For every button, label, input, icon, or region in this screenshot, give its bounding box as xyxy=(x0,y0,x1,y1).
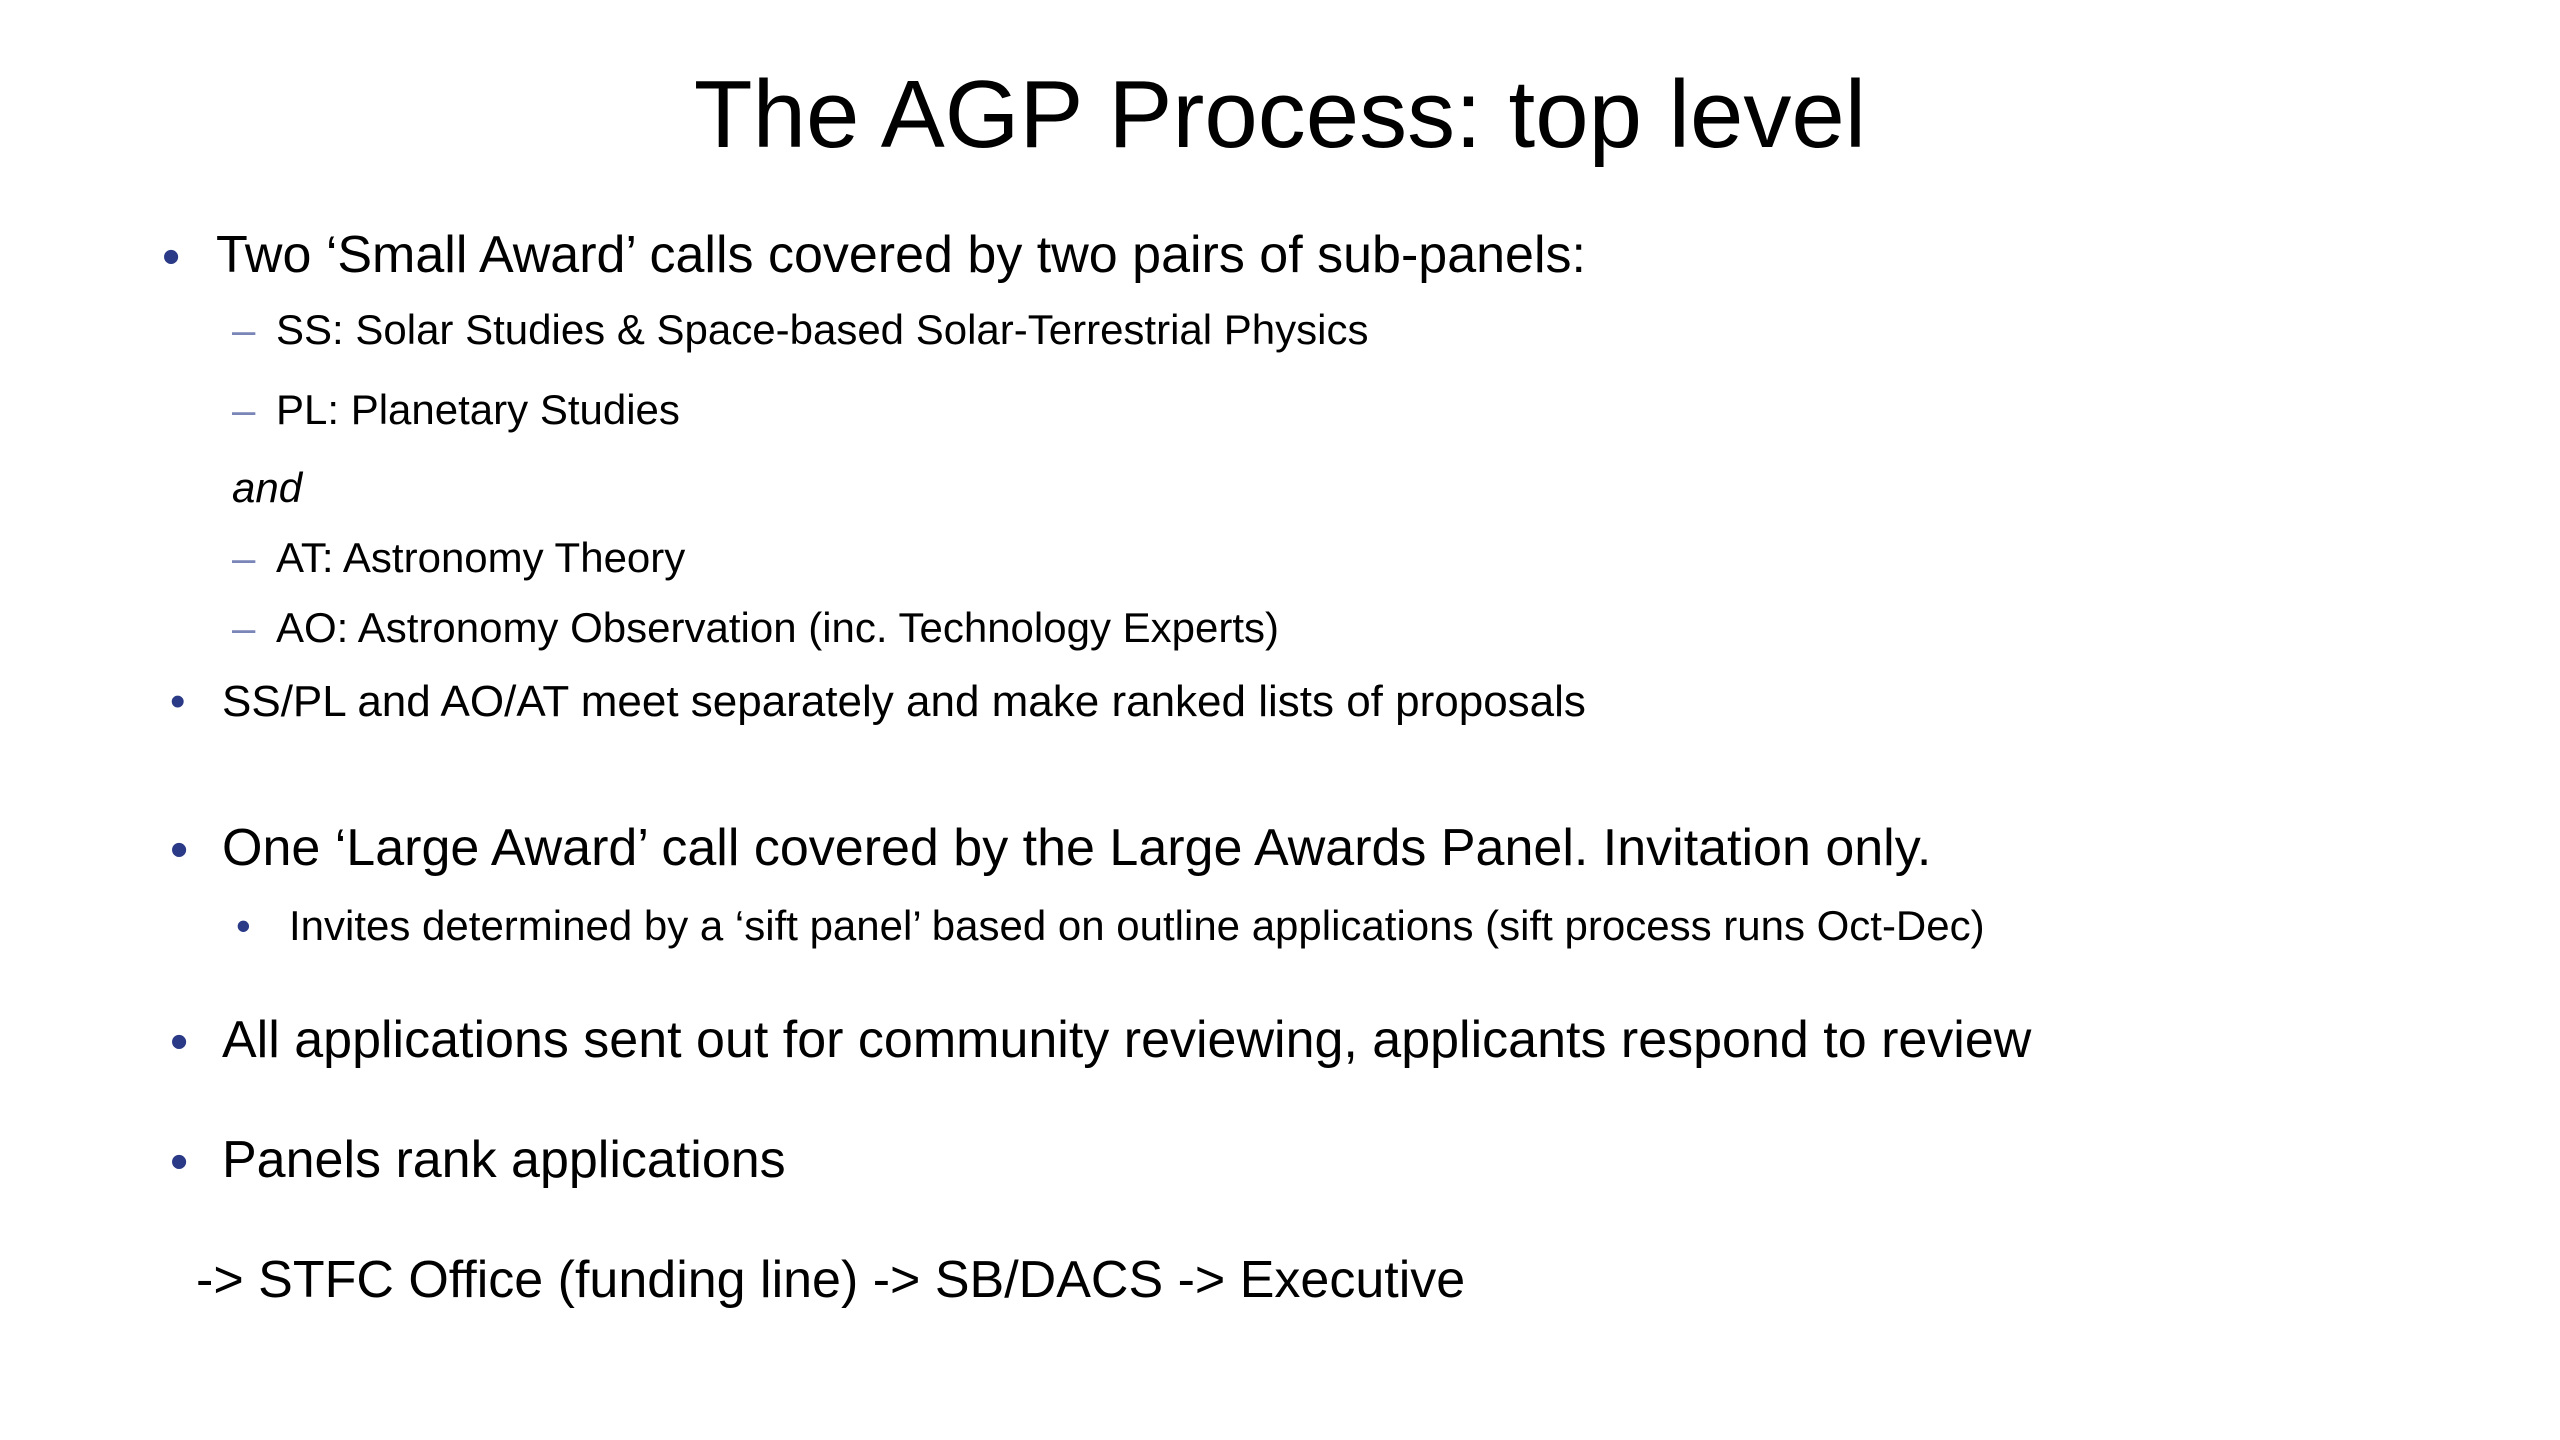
bullet-icon: • xyxy=(170,1013,189,1071)
ss-subpanel-item: SS: Solar Studies & Space-based Solar-Terrestrial Physics xyxy=(276,306,1369,353)
bullet-icon: • xyxy=(170,1133,189,1191)
bullet-icon: • xyxy=(162,228,181,286)
and-connector: and xyxy=(232,464,303,511)
large-award-item: One ‘Large Award’ call covered by the Large Awards Panel. Invitation only. xyxy=(222,819,1932,877)
at-subpanel-item: AT: Astronomy Theory xyxy=(276,534,686,581)
panels-rank-item: Panels rank applications xyxy=(222,1131,786,1189)
bullet-icon: • xyxy=(170,821,189,879)
pl-subpanel-item: PL: Planetary Studies xyxy=(276,386,680,433)
dash-icon: – xyxy=(232,386,256,433)
bullet-icon: • xyxy=(170,677,186,726)
process-flow-line: -> STFC Office (funding line) -> SB/DACS -> Executive xyxy=(196,1251,1466,1309)
ao-subpanel-item: AO: Astronomy Observation (inc. Technology Experts) xyxy=(276,604,1279,651)
bullet-icon: • xyxy=(236,902,251,949)
dash-icon: – xyxy=(232,604,256,651)
small-award-item: Two ‘Small Award’ calls covered by two pairs of sub-panels: xyxy=(216,226,1586,284)
slide-title: The AGP Process: top level xyxy=(693,61,1867,168)
dash-icon: – xyxy=(232,306,256,353)
invites-subitem: Invites determined by a ‘sift panel’ based on outline applications (sift process runs Oct-Dec) xyxy=(289,902,1985,949)
all-applications-item: All applications sent out for community reviewing, applicants respond to review xyxy=(222,1011,2032,1069)
meet-separately-item: SS/PL and AO/AT meet separately and make ranked lists of proposals xyxy=(222,677,1586,726)
dash-icon: – xyxy=(232,534,256,581)
